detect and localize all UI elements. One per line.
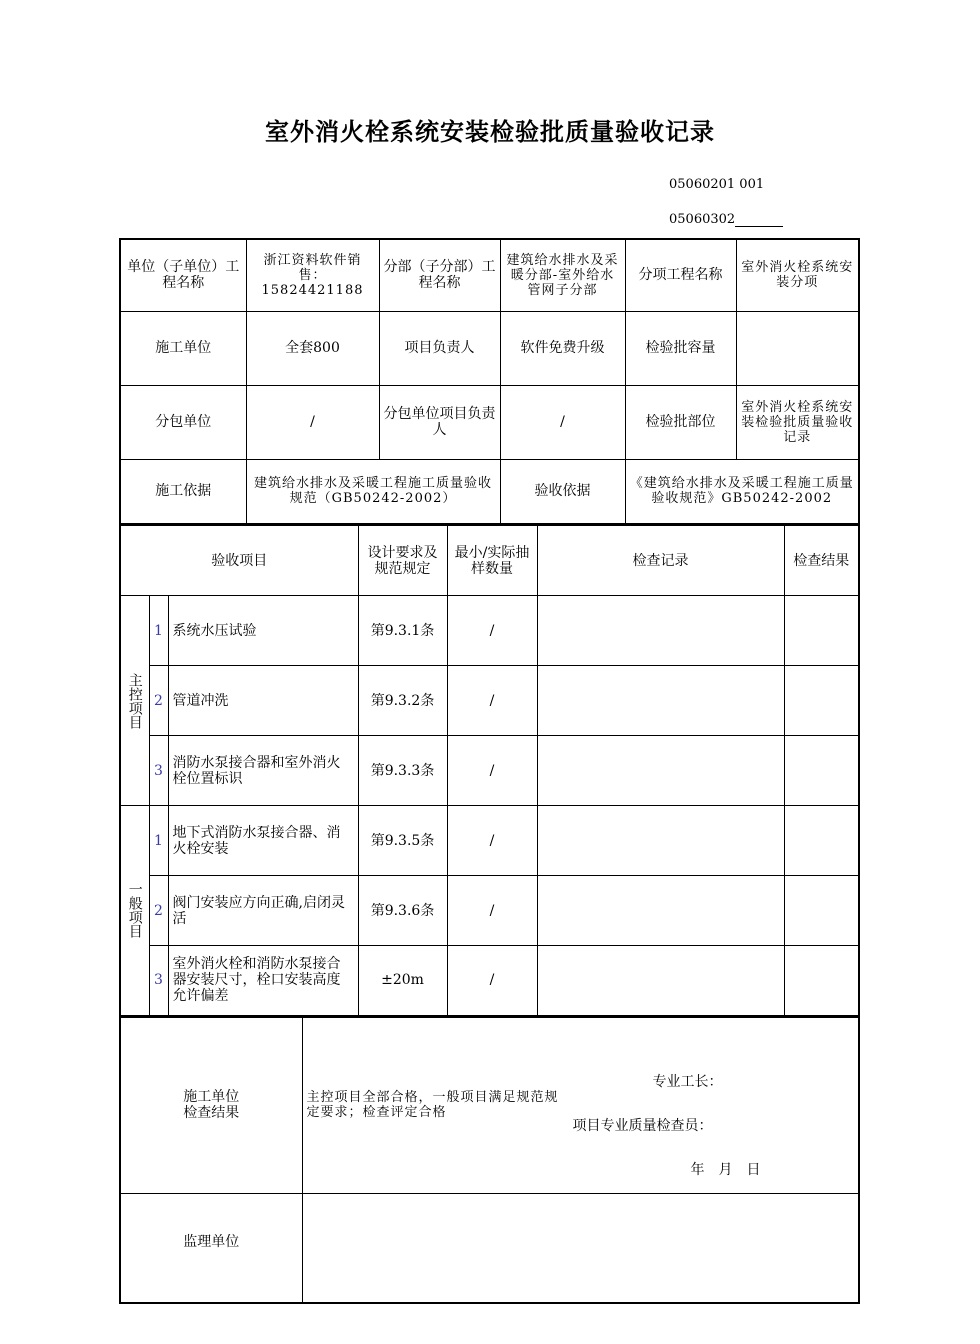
item-result bbox=[784, 806, 859, 876]
inspector-label: 项目专业质量检查员： bbox=[572, 1117, 713, 1134]
item-spec: 第9.3.6条 bbox=[358, 876, 447, 946]
item-number: 1 bbox=[149, 806, 168, 876]
check-result-label-text: 施工单位检查结果 bbox=[183, 1089, 240, 1121]
supervisor-label bbox=[120, 1193, 302, 1303]
item-number: 2 bbox=[149, 666, 168, 736]
item-sample: / bbox=[447, 806, 537, 876]
col-design-header: 设计要求及规范规定 bbox=[358, 526, 447, 596]
item-spec: 第9.3.2条 bbox=[358, 666, 447, 736]
header-table bbox=[119, 238, 860, 525]
foreman-label: 专业工长： bbox=[652, 1073, 723, 1090]
items-table bbox=[119, 525, 860, 1017]
item-name: 管道冲洗 bbox=[168, 666, 358, 736]
capacity-label: 检验批容量 bbox=[625, 311, 736, 385]
item-number: 3 bbox=[149, 946, 168, 1016]
unit-value: 浙江资料软件销售：15824421188 bbox=[246, 239, 379, 311]
item-result bbox=[784, 876, 859, 946]
part-label: 检验批部位 bbox=[625, 385, 736, 459]
item-name: 消防水泵接合器和室外消火栓位置标识 bbox=[168, 736, 358, 806]
record-code-2-value: 05060302 bbox=[669, 212, 736, 227]
item-sample: / bbox=[447, 736, 537, 806]
signoff-table bbox=[119, 1017, 860, 1305]
contractor-label: 施工单位 bbox=[120, 311, 246, 385]
check-result-label bbox=[120, 1017, 302, 1193]
pm-label: 项目负责人 bbox=[379, 311, 500, 385]
supervisor-content bbox=[302, 1193, 859, 1303]
item-name: 地下式消防水泵接合器、消火栓安装 bbox=[168, 806, 358, 876]
item-sample: / bbox=[447, 876, 537, 946]
capacity-value bbox=[736, 311, 859, 385]
item-number: 3 bbox=[149, 736, 168, 806]
item-name: 阀门安装应方向正确,启闭灵活 bbox=[168, 876, 358, 946]
item-record bbox=[537, 946, 784, 1016]
item-number: 2 bbox=[149, 876, 168, 946]
item-record bbox=[537, 666, 784, 736]
contractor-value: 全套800 bbox=[246, 311, 379, 385]
col-record-header: 检查记录 bbox=[537, 526, 784, 596]
record-code-1: 05060201 001 bbox=[669, 177, 765, 192]
sub-pm-label: 分包单位项目负责人 bbox=[379, 385, 500, 459]
item-value: 室外消火栓系统安装分项 bbox=[736, 239, 859, 311]
item-record bbox=[537, 736, 784, 806]
item-result bbox=[784, 736, 859, 806]
item-sample: / bbox=[447, 596, 537, 666]
subdivision-label: 分部（子分部）工程名称 bbox=[379, 239, 500, 311]
item-spec: 第9.3.1条 bbox=[358, 596, 447, 666]
item-label: 分项工程名称 bbox=[625, 239, 736, 311]
item-record bbox=[537, 596, 784, 666]
item-sample: / bbox=[447, 666, 537, 736]
sub-pm-value: / bbox=[500, 385, 625, 459]
item-sample: / bbox=[447, 946, 537, 1016]
item-result bbox=[784, 596, 859, 666]
subcontractor-label: 分包单位 bbox=[120, 385, 246, 459]
record-code-2 bbox=[669, 212, 783, 227]
page-title: 室外消火栓系统安装检验批质量验收记录 bbox=[265, 117, 715, 146]
col-item-header: 验收项目 bbox=[120, 526, 358, 596]
check-result-content bbox=[302, 1017, 859, 1193]
record-code-blank bbox=[735, 212, 783, 227]
subdivision-value: 建筑给水排水及采暖分部-室外给水管网子分部 bbox=[500, 239, 625, 311]
check-result-text: 主控项目全部合格，一般项目满足规范规定要求；检查评定合格 bbox=[306, 1089, 559, 1120]
item-spec: 第9.3.5条 bbox=[358, 806, 447, 876]
item-record bbox=[537, 806, 784, 876]
col-result-header: 检查结果 bbox=[784, 526, 859, 596]
item-name: 系统水压试验 bbox=[168, 596, 358, 666]
item-result bbox=[784, 946, 859, 1016]
pm-value: 软件免费升级 bbox=[500, 311, 625, 385]
col-sample-header: 最小/实际抽样数量 bbox=[447, 526, 537, 596]
item-result bbox=[784, 666, 859, 736]
item-record bbox=[537, 876, 784, 946]
item-spec: ±20m bbox=[358, 946, 447, 1016]
unit-label: 单位（子单位）工程名称 bbox=[120, 239, 246, 311]
basis-label: 施工依据 bbox=[120, 459, 246, 524]
general-items-group-label: 一般项目 bbox=[120, 806, 149, 1016]
main-items-group-label: 主控项目 bbox=[120, 596, 149, 806]
supervisor-label-text: 监理单位 bbox=[183, 1233, 240, 1250]
item-number: 1 bbox=[149, 596, 168, 666]
basis-value: 建筑给水排水及采暖工程施工质量验收规范（GB50242-2002） bbox=[246, 459, 500, 524]
record-table-frame bbox=[119, 238, 858, 1250]
subcontractor-value: / bbox=[246, 385, 379, 459]
item-spec: 第9.3.3条 bbox=[358, 736, 447, 806]
part-value: 室外消火栓系统安装检验批质量验收记录 bbox=[736, 385, 859, 459]
acceptance-basis-label: 验收依据 bbox=[500, 459, 625, 524]
check-date: 年 月 日 bbox=[690, 1161, 761, 1178]
acceptance-basis-value: 《建筑给水排水及采暖工程施工质量验收规范》GB50242-2002 bbox=[625, 459, 859, 524]
item-name: 室外消火栓和消防水泵接合器安装尺寸，栓口安装高度允许偏差 bbox=[168, 946, 358, 1016]
